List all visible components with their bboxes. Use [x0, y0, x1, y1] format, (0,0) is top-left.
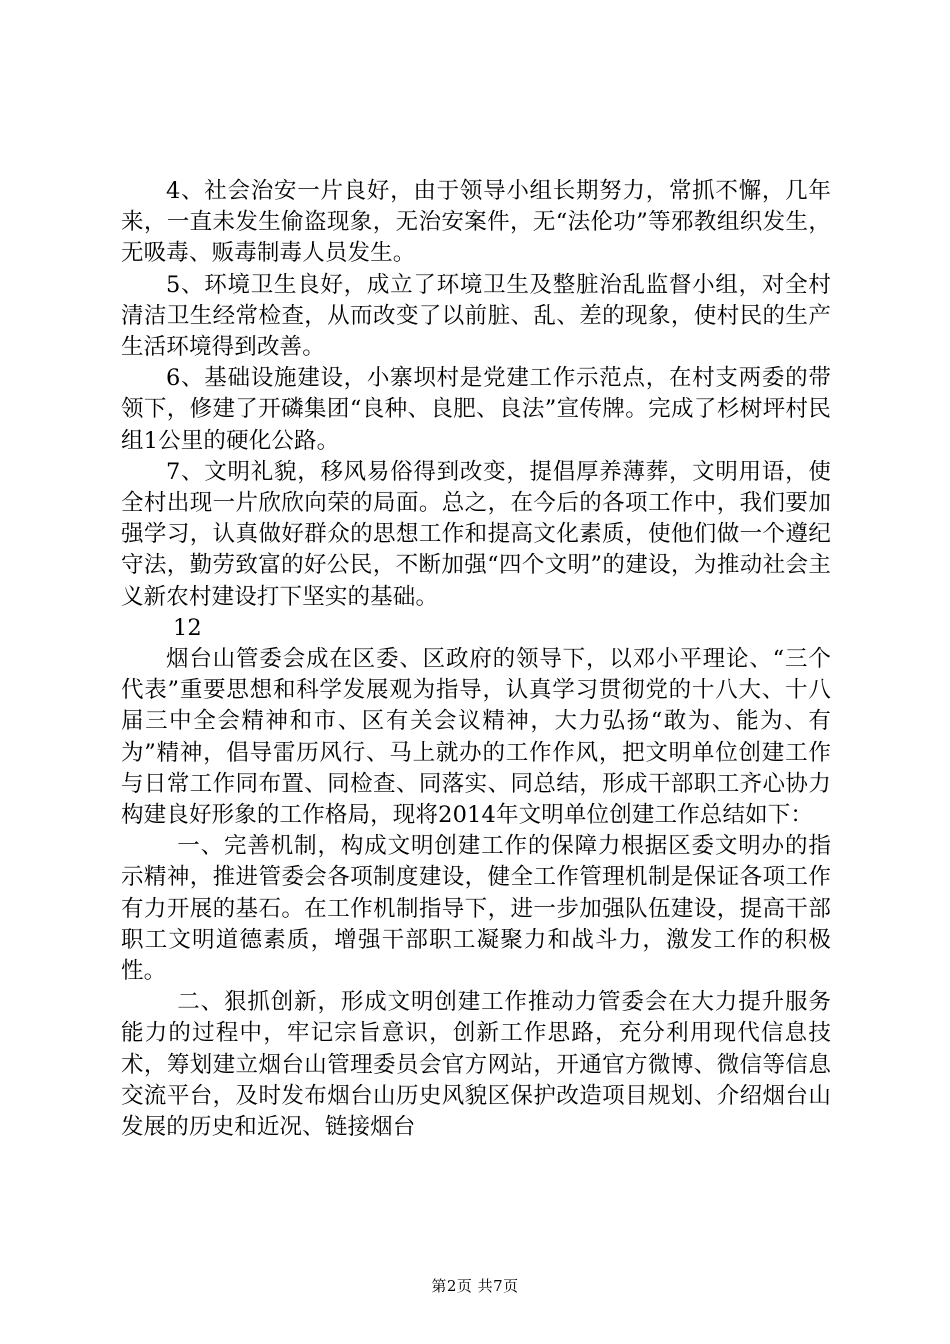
paragraph-infrastructure: 6、基础设施建设，小寨坝村是党建工作示范点，在村支两委的带领下，修建了开磷集团“良种、良肥、良法”宣传牌。完成了杉树坪村民组1公里的硬化公路。 — [121, 365, 831, 454]
document-body — [121, 176, 831, 1143]
paragraph-section-two: 二、狠抓创新，形成文明创建工作推动力管委会在大力提升服务能力的过程中，牢记宗旨意识，创新工作思路，充分利用现代信息技术，筹划建立烟台山管理委员会官方网站，开通官方微博、微信等信息交流平台，及时发布烟台山历史风貌区保护改造项目规划、介绍烟台山发展的历史和近况、链接烟台 — [121, 989, 831, 1141]
paragraph-civility: 7、文明礼貌，移风易俗得到改变，提倡厚养薄葬，文明用语，使全村出现一片欣欣向荣的局面。总之，在今后的各项工作中，我们要加强学习，认真做好群众的思想工作和提高文化素质，使他们做一个遵纪守法，勤劳致富的好公民，不断加强“四个文明”的建设，为推动社会主义新农村建设打下坚实的基础。 — [121, 458, 831, 610]
section-number: 12 — [173, 614, 202, 641]
paragraph-environment: 5、环境卫生良好，成立了环境卫生及整脏治乱监督小组，对全村清洁卫生经常检查，从而改变了以前脏、乱、差的现象，使村民的生产生活环境得到改善。 — [121, 271, 831, 361]
page-footer: 第2页 共7页 — [431, 1277, 519, 1295]
paragraph-section-one: 一、完善机制，构成文明创建工作的保障力根据区委文明办的指示精神，推进管委会各项制度建设，健全工作管理机制是保证各项工作有力开展的基石。在工作机制指导下，进一步加强队伍建设，提高干部职工文明道德素质，增强干部职工凝聚力和战斗力，激发工作的积极性。 — [121, 833, 831, 985]
paragraph-intro: 烟台山管委会成在区委、区政府的领导下，以邓小平理论、“三个代表”重要思想和科学发展观为指导，认真学习贯彻党的十八大、十八届三中全会精神和市、区有关会议精神，大力弘扬“敢为、能为、有为”精神，倡导雷历风行、马上就办的工作作风，把文明单位创建工作与日常工作同布置、同检查、同落实、同总结，形成干部职工齐心协力构建良好形象的工作格局，现将2014年文明单位创建工作总结如下： — [121, 646, 831, 829]
paragraph-social-security: 4、社会治安一片良好，由于领导小组长期努力，常抓不懈，几年来，一直未发生偷盗现象，无治安案件，无“法伦功”等邪教组织发生，无吸毒、贩毒制毒人员发生。 — [121, 178, 831, 267]
